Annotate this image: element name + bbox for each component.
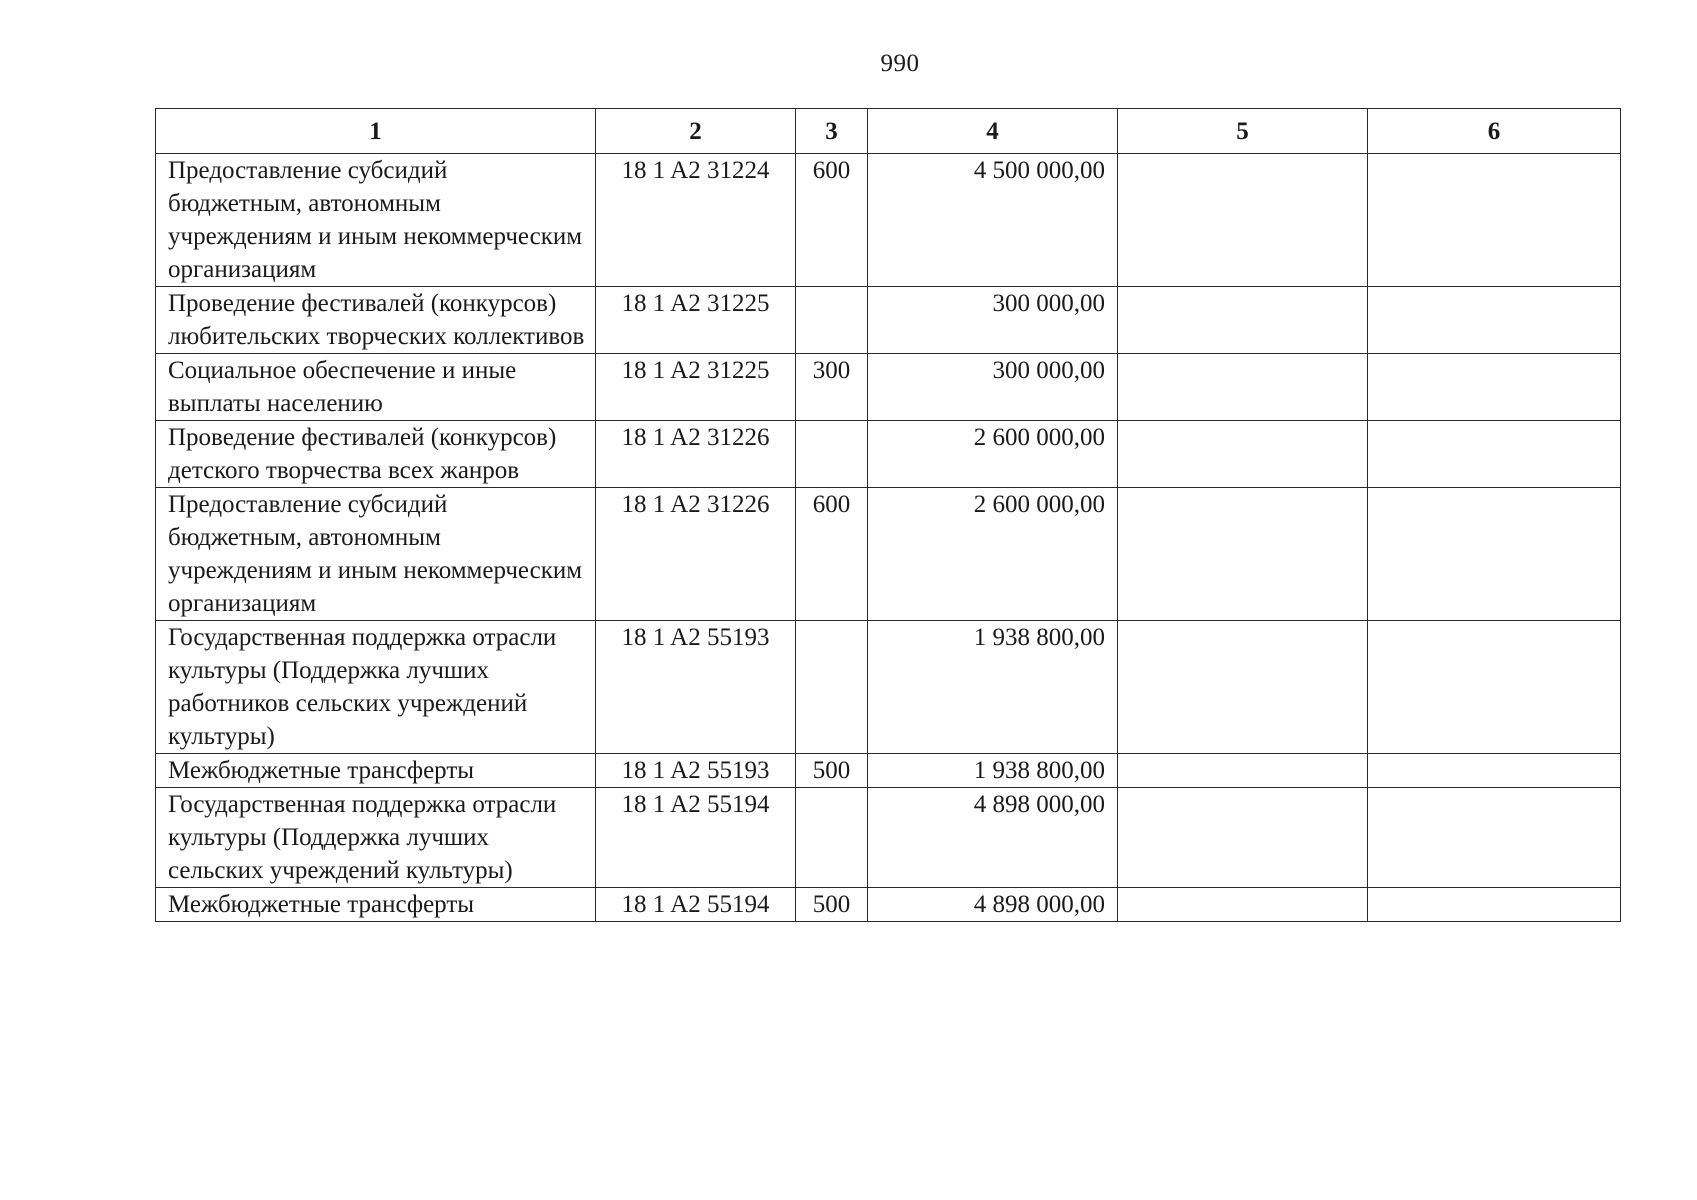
- row-col6: [1368, 287, 1621, 354]
- row-type: 600: [796, 154, 868, 287]
- row-name: Межбюджетные трансферты: [156, 888, 596, 922]
- row-name: Проведение фестивалей (конкурсов) любительских творческих коллективов: [156, 287, 596, 354]
- row-col6: [1368, 754, 1621, 788]
- table-row: [156, 421, 1621, 488]
- row-type: 500: [796, 888, 868, 922]
- row-code: 18 1 A2 31226: [596, 421, 796, 488]
- row-col6: [1368, 154, 1621, 287]
- table-row: [156, 354, 1621, 421]
- row-name: Социальное обеспечение и иные выплаты населению: [156, 354, 596, 421]
- table-row: [156, 621, 1621, 754]
- row-code: 18 1 A2 31224: [596, 154, 796, 287]
- row-amount: 4 898 000,00: [868, 888, 1118, 922]
- row-name: Проведение фестивалей (конкурсов) детского творчества всех жанров: [156, 421, 596, 488]
- table-row: [156, 154, 1621, 287]
- row-name: Предоставление субсидий бюджетным, автономным учреждениям и иным некоммерческим организациям: [156, 488, 596, 621]
- column-header: 1: [156, 109, 596, 154]
- table-row: [156, 488, 1621, 621]
- table-row: [156, 788, 1621, 888]
- row-col5: [1118, 621, 1368, 754]
- row-amount: 4 500 000,00: [868, 154, 1118, 287]
- row-amount: 300 000,00: [868, 287, 1118, 354]
- row-type: [796, 421, 868, 488]
- column-header: 2: [596, 109, 796, 154]
- page-number: 990: [880, 50, 920, 77]
- row-amount: 300 000,00: [868, 354, 1118, 421]
- table-row: [156, 754, 1621, 788]
- row-col6: [1368, 621, 1621, 754]
- row-type: [796, 621, 868, 754]
- row-col6: [1368, 488, 1621, 621]
- row-amount: 1 938 800,00: [868, 621, 1118, 754]
- row-code: 18 1 A2 31226: [596, 488, 796, 621]
- row-name: Государственная поддержка отрасли культуры (Поддержка лучших сельских учреждений культуры): [156, 788, 596, 888]
- row-code: 18 1 A2 55193: [596, 621, 796, 754]
- column-header: 3: [796, 109, 868, 154]
- row-type: 300: [796, 354, 868, 421]
- row-code: 18 1 A2 55194: [596, 888, 796, 922]
- row-col6: [1368, 354, 1621, 421]
- column-header: 5: [1118, 109, 1368, 154]
- row-name: Государственная поддержка отрасли культуры (Поддержка лучших работников сельских учреждений культуры): [156, 621, 596, 754]
- row-col5: [1118, 788, 1368, 888]
- table-row: [156, 287, 1621, 354]
- row-amount: 4 898 000,00: [868, 788, 1118, 888]
- row-amount: 2 600 000,00: [868, 488, 1118, 621]
- row-code: 18 1 A2 31225: [596, 287, 796, 354]
- row-col6: [1368, 788, 1621, 888]
- table-header-row: [156, 109, 1621, 154]
- row-code: 18 1 A2 31225: [596, 354, 796, 421]
- row-name: Предоставление субсидий бюджетным, автономным учреждениям и иным некоммерческим организациям: [156, 154, 596, 287]
- row-col5: [1118, 154, 1368, 287]
- row-col6: [1368, 421, 1621, 488]
- row-code: 18 1 A2 55194: [596, 788, 796, 888]
- row-col5: [1118, 354, 1368, 421]
- table-row: [156, 888, 1621, 922]
- row-col5: [1118, 488, 1368, 621]
- row-col5: [1118, 421, 1368, 488]
- column-header: 4: [868, 109, 1118, 154]
- row-type: [796, 287, 868, 354]
- budget-table: [155, 108, 1621, 922]
- row-col5: [1118, 287, 1368, 354]
- row-col5: [1118, 754, 1368, 788]
- row-type: [796, 788, 868, 888]
- row-col6: [1368, 888, 1621, 922]
- column-header: 6: [1368, 109, 1621, 154]
- row-amount: 2 600 000,00: [868, 421, 1118, 488]
- row-col5: [1118, 888, 1368, 922]
- row-type: 600: [796, 488, 868, 621]
- row-type: 500: [796, 754, 868, 788]
- row-name: Межбюджетные трансферты: [156, 754, 596, 788]
- row-code: 18 1 A2 55193: [596, 754, 796, 788]
- row-amount: 1 938 800,00: [868, 754, 1118, 788]
